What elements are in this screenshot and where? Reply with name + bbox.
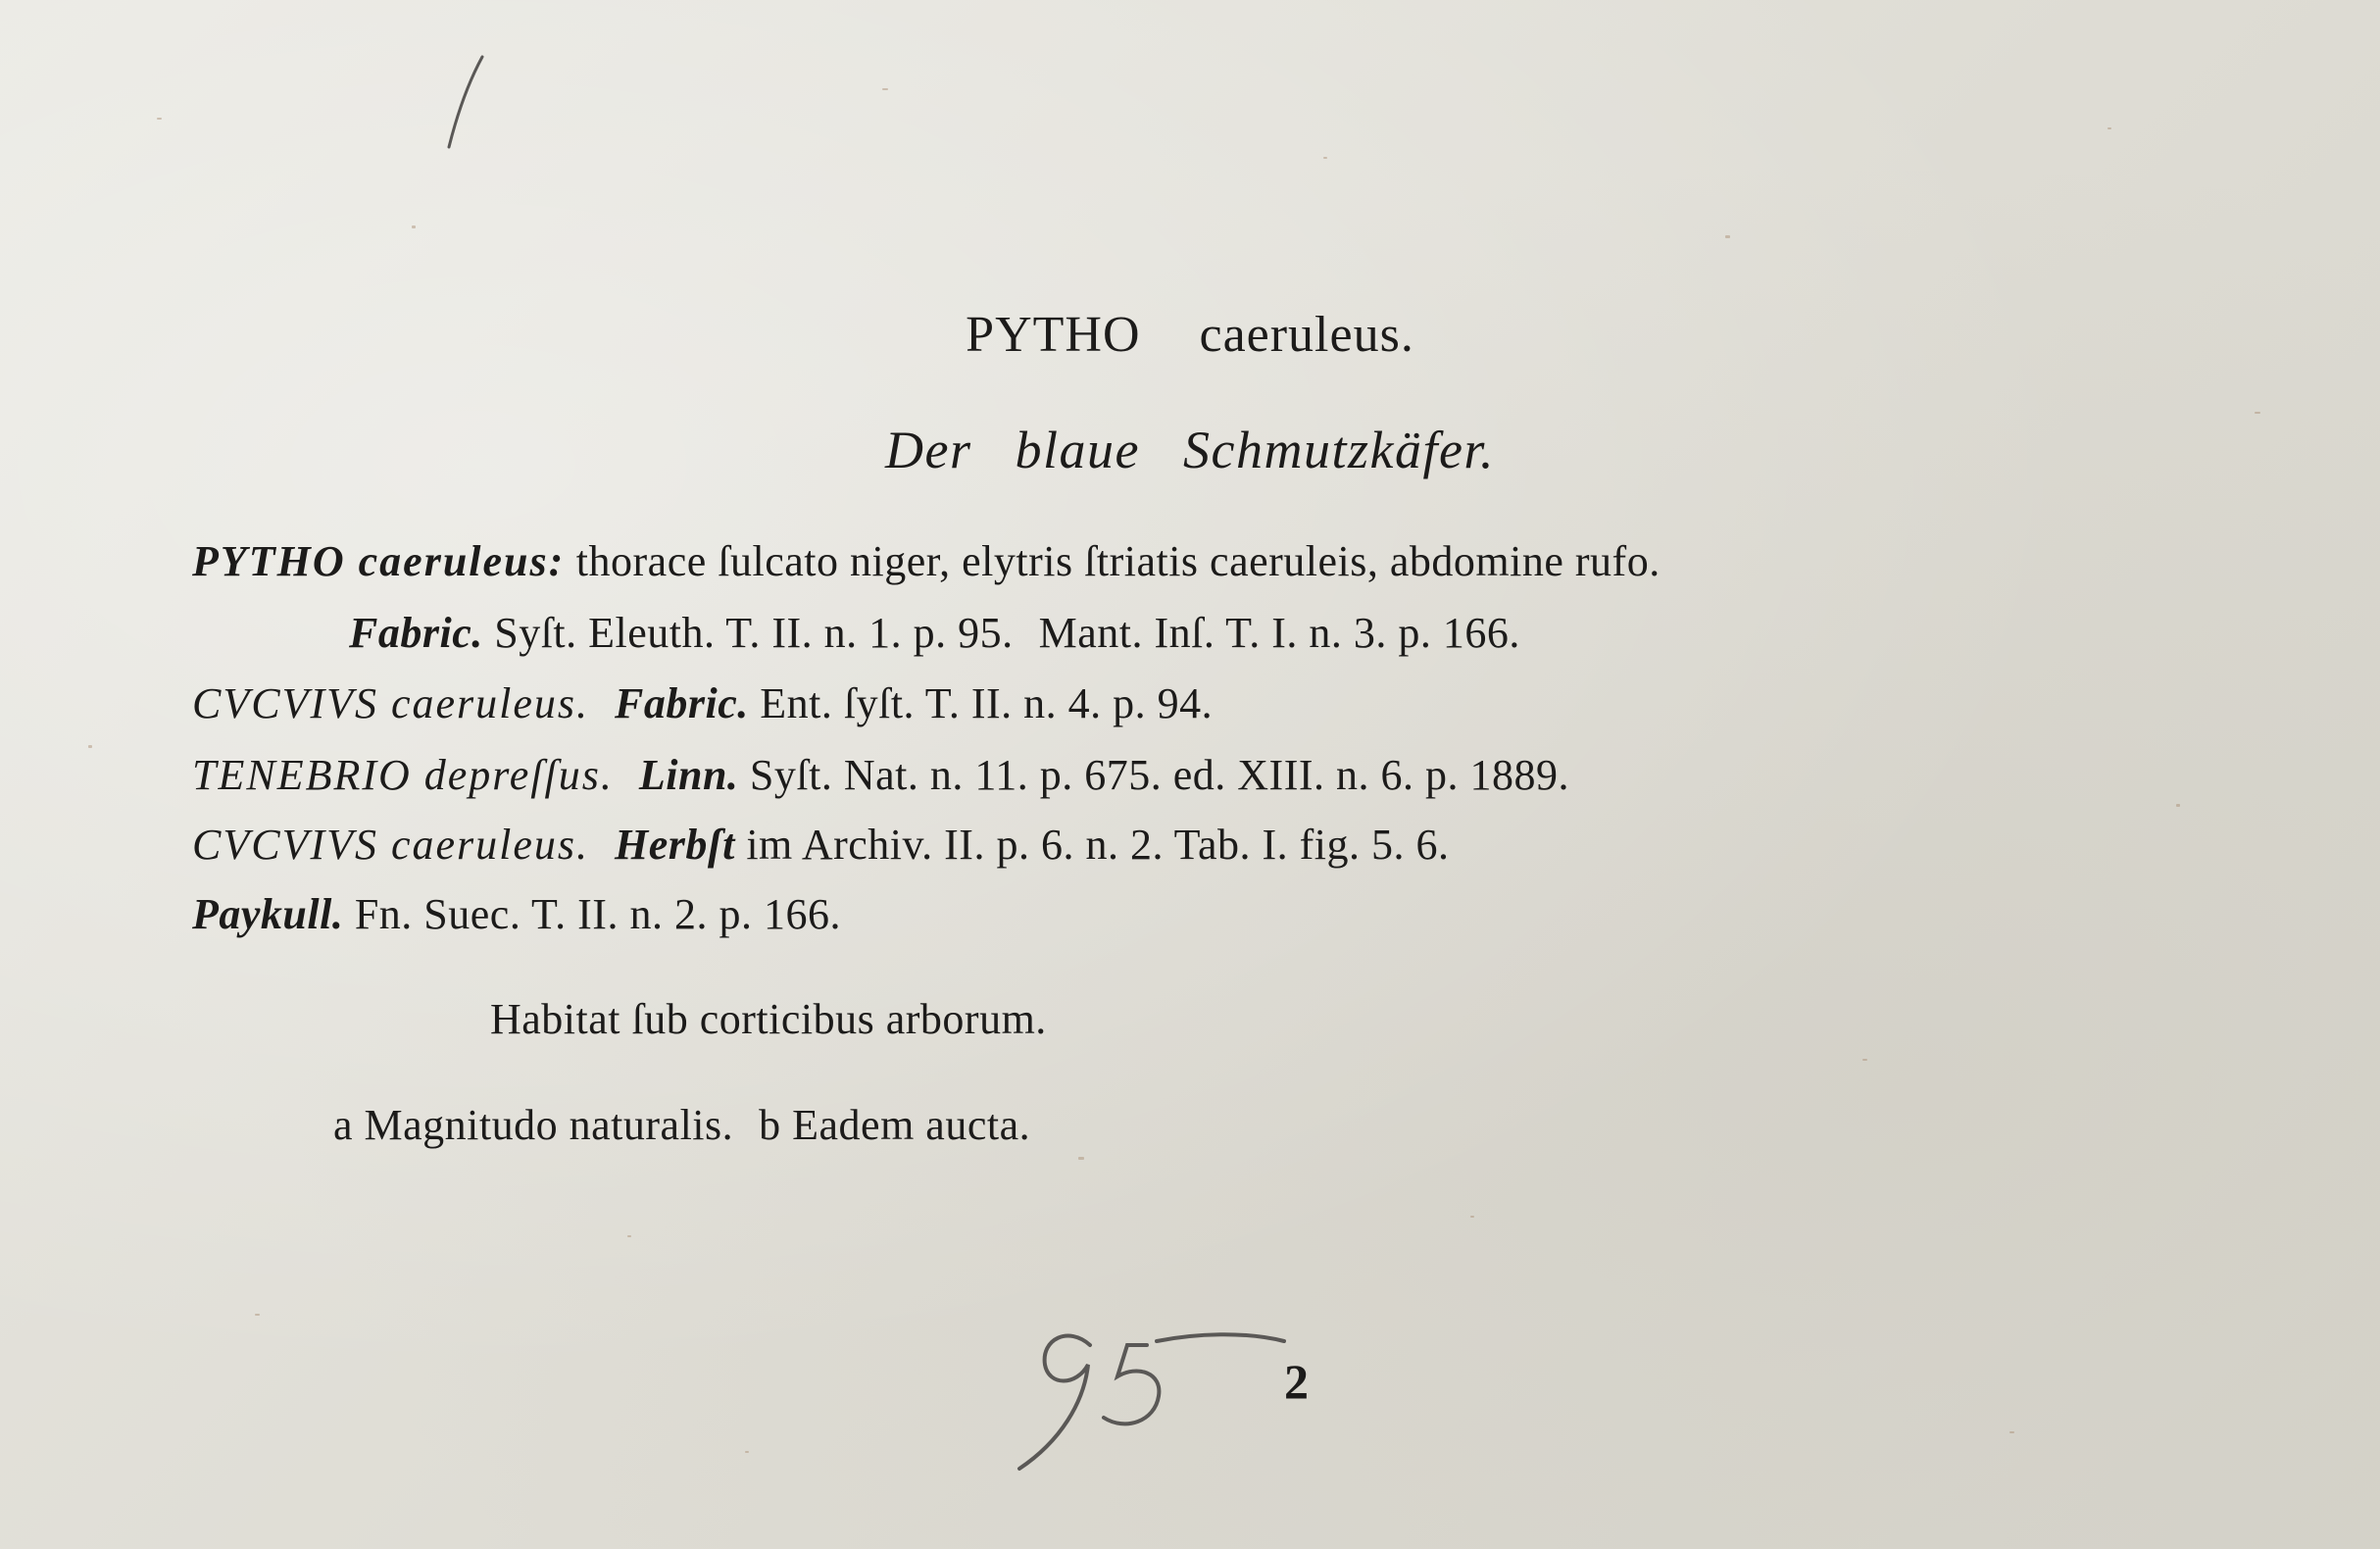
author-name: Fabric.	[349, 609, 483, 657]
author-name: Fabric.	[615, 679, 749, 727]
reference-text: Syſt. Eleuth. T. II. n. 1. p. 95.	[494, 609, 1014, 657]
author-name: Paykull.	[192, 890, 344, 938]
species-description: thorace ſulcato niger, elytris ſtriatis caeruleis, abdomine rufo.	[575, 537, 1661, 585]
title-species: caeruleus.	[1199, 307, 1414, 363]
subtitle-word-1: Der	[885, 421, 972, 479]
author-name: Herbſt	[615, 821, 735, 869]
subtitle-word-2: blaue	[1015, 421, 1140, 479]
page-number: 2	[1284, 1354, 1309, 1409]
reference-text: Syſt. Nat. n. 11. p. 675. ed. XIII. n. 6. p. 1889.	[749, 751, 1569, 799]
reference-text: Fn. Suec. T. II. n. 2. p. 166.	[354, 890, 841, 938]
species-name: PYTHO caeruleus:	[192, 537, 566, 585]
figure-b-caption: b Eadem aucta.	[759, 1101, 1031, 1149]
reference-text-2: Mant. Inſ. T. I. n. 3. p. 166.	[1038, 609, 1520, 657]
reference-text: Ent. ſyſt. T. II. n. 4. p. 94.	[760, 679, 1214, 727]
synonym-name: CVCVIVS caeruleus.	[192, 679, 590, 727]
synonym-name: TENEBRIO depreſſus.	[192, 751, 614, 799]
figure-a-caption: a Magnitudo naturalis.	[333, 1101, 734, 1149]
reference-text: im Archiv. II. p. 6. n. 2. Tab. I. fig. 5. 6.	[746, 821, 1450, 869]
subtitle-word-3: Schmutzkäfer.	[1183, 421, 1495, 479]
synonym-name: CVCVIVS caeruleus.	[192, 821, 590, 869]
title-genus: PYTHO	[966, 307, 1141, 363]
habitat-line: Habitat ſub corticibus arborum.	[490, 995, 1047, 1043]
author-name: Linn.	[638, 751, 739, 799]
